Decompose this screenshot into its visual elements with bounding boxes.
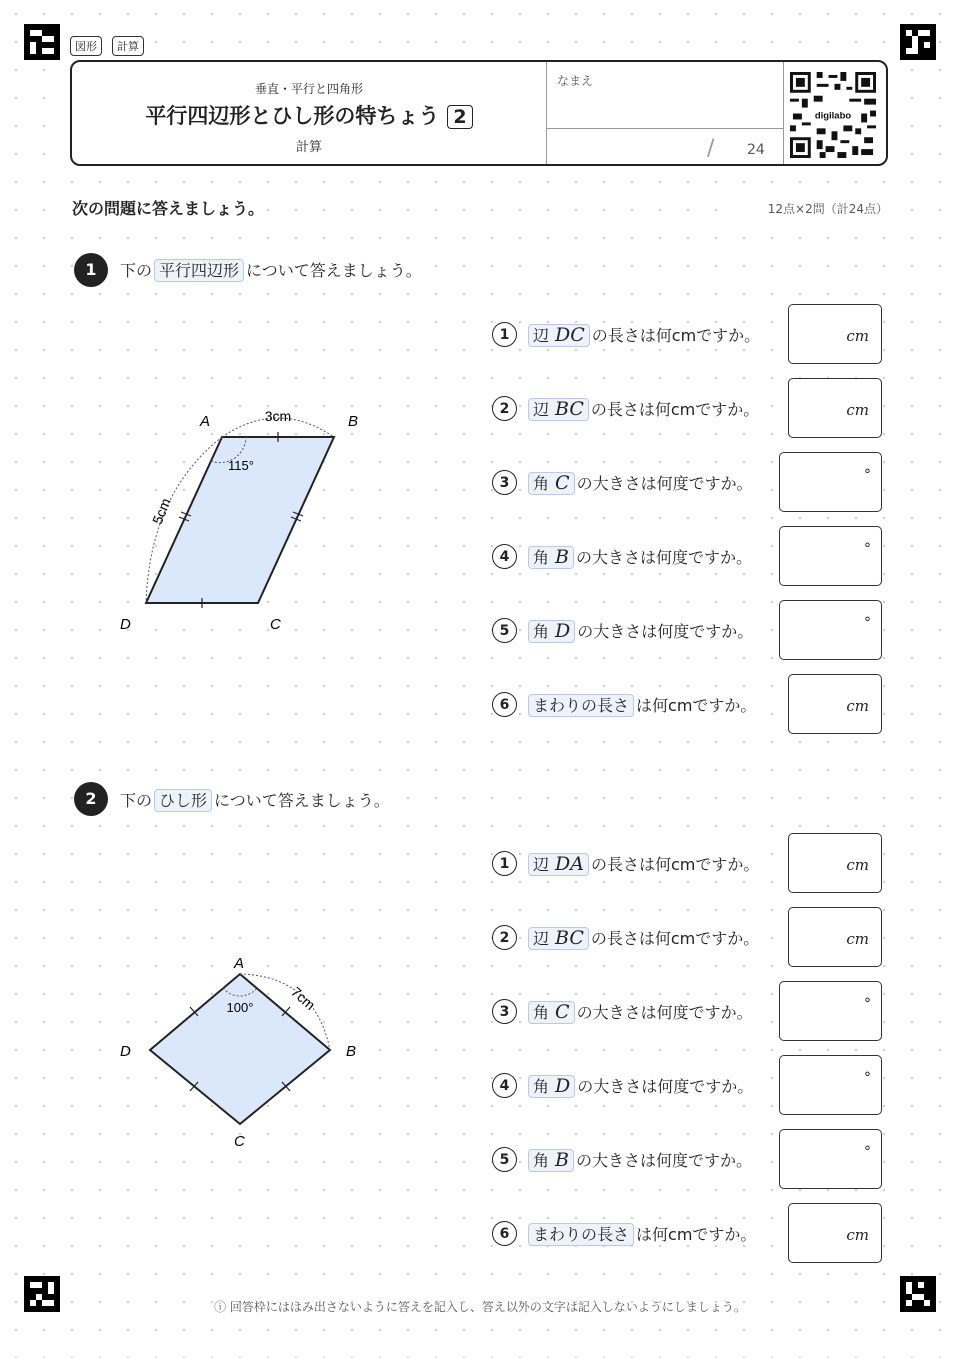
worksheet-header <box>70 60 888 166</box>
question-highlight <box>528 1223 634 1246</box>
question-row <box>492 452 888 514</box>
highlight-word: 角 <box>533 1003 550 1022</box>
prompt-post: について答えましょう。 <box>214 791 390 810</box>
question-number: 6 <box>492 692 517 717</box>
question-text <box>526 619 753 642</box>
problem-1-prompt <box>118 258 424 281</box>
vertex-C: C <box>270 616 281 633</box>
answer-unit: cm <box>846 327 869 345</box>
prompt-highlight: ひし形 <box>154 789 212 812</box>
highlight-word: 辺 <box>533 400 550 419</box>
title-number: 2 <box>447 105 472 129</box>
answer-unit: ° <box>864 541 871 557</box>
highlight-word: 角 <box>533 548 550 567</box>
highlight-word: 辺 <box>533 326 550 345</box>
question-number: 5 <box>492 618 517 643</box>
angle-label: 115° <box>228 458 254 473</box>
vertex-A: A <box>234 955 245 972</box>
parallelogram-figure <box>110 395 390 645</box>
category-label: 計算 <box>295 140 322 155</box>
question-text <box>526 1222 756 1245</box>
answer-box[interactable] <box>779 1129 882 1189</box>
unit-subtitle: 垂直・平行と四角形 <box>254 82 363 96</box>
answer-unit: cm <box>846 401 869 419</box>
answer-unit: cm <box>846 697 869 715</box>
answer-unit: cm <box>846 930 869 948</box>
question-rest: の大きさは何度ですか。 <box>576 474 753 493</box>
question-text <box>526 1000 753 1023</box>
highlight-word: 角 <box>533 1151 550 1170</box>
question-highlight <box>528 853 589 876</box>
answer-box[interactable] <box>788 1203 882 1263</box>
highlight-word: 角 <box>533 622 550 641</box>
side-left-label: 5cm <box>148 495 174 527</box>
highlight-variable: D <box>555 1075 571 1097</box>
question-row <box>492 304 888 366</box>
question-highlight <box>528 1149 574 1172</box>
highlight-variable: BC <box>555 398 584 420</box>
vertex-B: B <box>348 413 359 430</box>
question-rest: の大きさは何度ですか。 <box>577 1077 754 1096</box>
question-number: 4 <box>492 544 517 569</box>
question-highlight <box>528 398 589 421</box>
question-number: 3 <box>492 470 517 495</box>
question-highlight <box>528 927 589 950</box>
qr-label: digilabo <box>814 110 852 122</box>
highlight-word: まわりの長さ <box>533 1225 630 1244</box>
question-row <box>492 907 888 969</box>
name-field[interactable] <box>546 62 784 164</box>
question-highlight <box>528 620 575 643</box>
side-top-label: 3cm <box>264 408 292 424</box>
question-row <box>492 674 888 736</box>
vertex-D: D <box>120 616 131 633</box>
question-number: 3 <box>492 999 517 1024</box>
question-row <box>492 1203 888 1265</box>
angle-label: 100° <box>226 1000 254 1015</box>
highlight-variable: BC <box>555 927 584 949</box>
question-row <box>492 1129 888 1191</box>
answer-unit: cm <box>846 1226 869 1244</box>
question-rest: の長さは何cmですか。 <box>590 929 760 948</box>
question-highlight <box>528 1001 575 1024</box>
question-row <box>492 378 888 440</box>
question-highlight <box>528 1075 575 1098</box>
question-rest: の大きさは何度ですか。 <box>575 548 752 567</box>
question-rest: の長さは何cmですか。 <box>590 855 760 874</box>
prompt-highlight: 平行四辺形 <box>154 259 244 282</box>
rhombus-figure <box>110 950 390 1160</box>
question-row <box>492 1055 888 1117</box>
highlight-word: 角 <box>533 474 550 493</box>
highlight-word: まわりの長さ <box>533 696 630 715</box>
question-text <box>526 397 759 420</box>
title-area <box>72 62 546 164</box>
question-highlight <box>528 694 634 717</box>
problem-1-badge: 1 <box>74 253 108 287</box>
answer-box[interactable] <box>788 674 882 734</box>
highlight-variable: C <box>555 1001 570 1023</box>
highlight-variable: B <box>555 546 569 568</box>
corner-marker-top-left <box>24 24 60 60</box>
question-text <box>526 545 752 568</box>
answer-box[interactable] <box>788 907 882 967</box>
question-rest: は何cmですか。 <box>636 696 757 715</box>
name-label: なまえ <box>557 74 594 88</box>
answer-box[interactable] <box>779 1055 882 1115</box>
corner-marker-top-right <box>900 24 936 60</box>
question-rest: の長さは何cmですか。 <box>591 326 761 345</box>
question-highlight <box>528 546 574 569</box>
answer-unit: ° <box>864 615 871 631</box>
question-rest: の大きさは何度ですか。 <box>575 1151 752 1170</box>
question-row <box>492 833 888 895</box>
page-title <box>72 100 546 130</box>
prompt-post: について答えましょう。 <box>246 261 422 280</box>
question-number: 4 <box>492 1073 517 1098</box>
question-number: 5 <box>492 1147 517 1172</box>
score-slash: / <box>707 136 715 161</box>
question-highlight <box>528 472 575 495</box>
answer-unit: ° <box>864 996 871 1012</box>
highlight-word: 角 <box>533 1077 550 1096</box>
problem-2-prompt <box>118 788 392 811</box>
side-label: 7cm <box>288 983 319 1014</box>
footer-note: ⓘ 回答枠にははみ出さないように答えを記入し、答え以外の文字は記入しないようにしましょう。 <box>214 1300 746 1314</box>
vertex-B: B <box>346 1043 357 1060</box>
question-number: 2 <box>492 925 517 950</box>
highlight-variable: DA <box>555 853 584 875</box>
answer-unit: ° <box>864 467 871 483</box>
problem-2-badge: 2 <box>74 782 108 816</box>
vertex-A: A <box>200 413 211 430</box>
answer-unit: ° <box>864 1070 871 1086</box>
question-rest: は何cmですか。 <box>636 1225 757 1244</box>
highlight-word: 辺 <box>533 855 550 874</box>
highlight-variable: B <box>555 1149 569 1171</box>
vertex-D: D <box>120 1043 131 1060</box>
question-number: 1 <box>492 322 517 347</box>
question-rest: の大きさは何度ですか。 <box>576 1003 753 1022</box>
highlight-variable: C <box>555 472 570 494</box>
question-highlight <box>528 324 590 347</box>
question-row <box>492 981 888 1043</box>
highlight-variable: D <box>555 620 571 642</box>
question-text <box>526 323 760 346</box>
instruction-text: 次の問題に答えましょう。 <box>70 196 266 219</box>
tag-calculation: 計算 <box>112 36 144 56</box>
answer-unit: ° <box>864 1144 871 1160</box>
answer-box[interactable] <box>788 378 882 438</box>
question-row <box>492 600 888 662</box>
prompt-pre: 下の <box>120 791 153 810</box>
answer-unit: cm <box>846 856 869 874</box>
answer-box[interactable] <box>779 981 882 1041</box>
answer-box[interactable] <box>779 600 882 660</box>
question-text <box>526 926 759 949</box>
question-number: 6 <box>492 1221 517 1246</box>
question-text <box>526 693 756 716</box>
question-text <box>526 471 753 494</box>
prompt-pre: 下の <box>120 261 153 280</box>
answer-box[interactable] <box>788 833 882 893</box>
question-text <box>526 1074 753 1097</box>
title-text: 平行四辺形とひし形の特ちょう <box>145 104 440 128</box>
score-total: 24 <box>747 142 765 158</box>
question-rest: の大きさは何度ですか。 <box>577 622 754 641</box>
points-label: 12点×2問（計24点） <box>740 200 888 217</box>
score-divider <box>547 128 783 129</box>
qr-code-icon <box>790 72 876 158</box>
highlight-word: 辺 <box>533 929 550 948</box>
question-text <box>526 1148 752 1171</box>
answer-box[interactable] <box>779 452 882 512</box>
highlight-variable: DC <box>555 324 585 346</box>
answer-box[interactable] <box>779 526 882 586</box>
question-number: 2 <box>492 396 517 421</box>
question-row <box>492 526 888 588</box>
question-number: 1 <box>492 851 517 876</box>
question-rest: の長さは何cmですか。 <box>590 400 760 419</box>
answer-box[interactable] <box>788 304 882 364</box>
vertex-C: C <box>234 1133 245 1150</box>
tag-figure: 図形 <box>70 36 102 56</box>
question-text <box>526 852 759 875</box>
qr-code <box>780 62 886 164</box>
